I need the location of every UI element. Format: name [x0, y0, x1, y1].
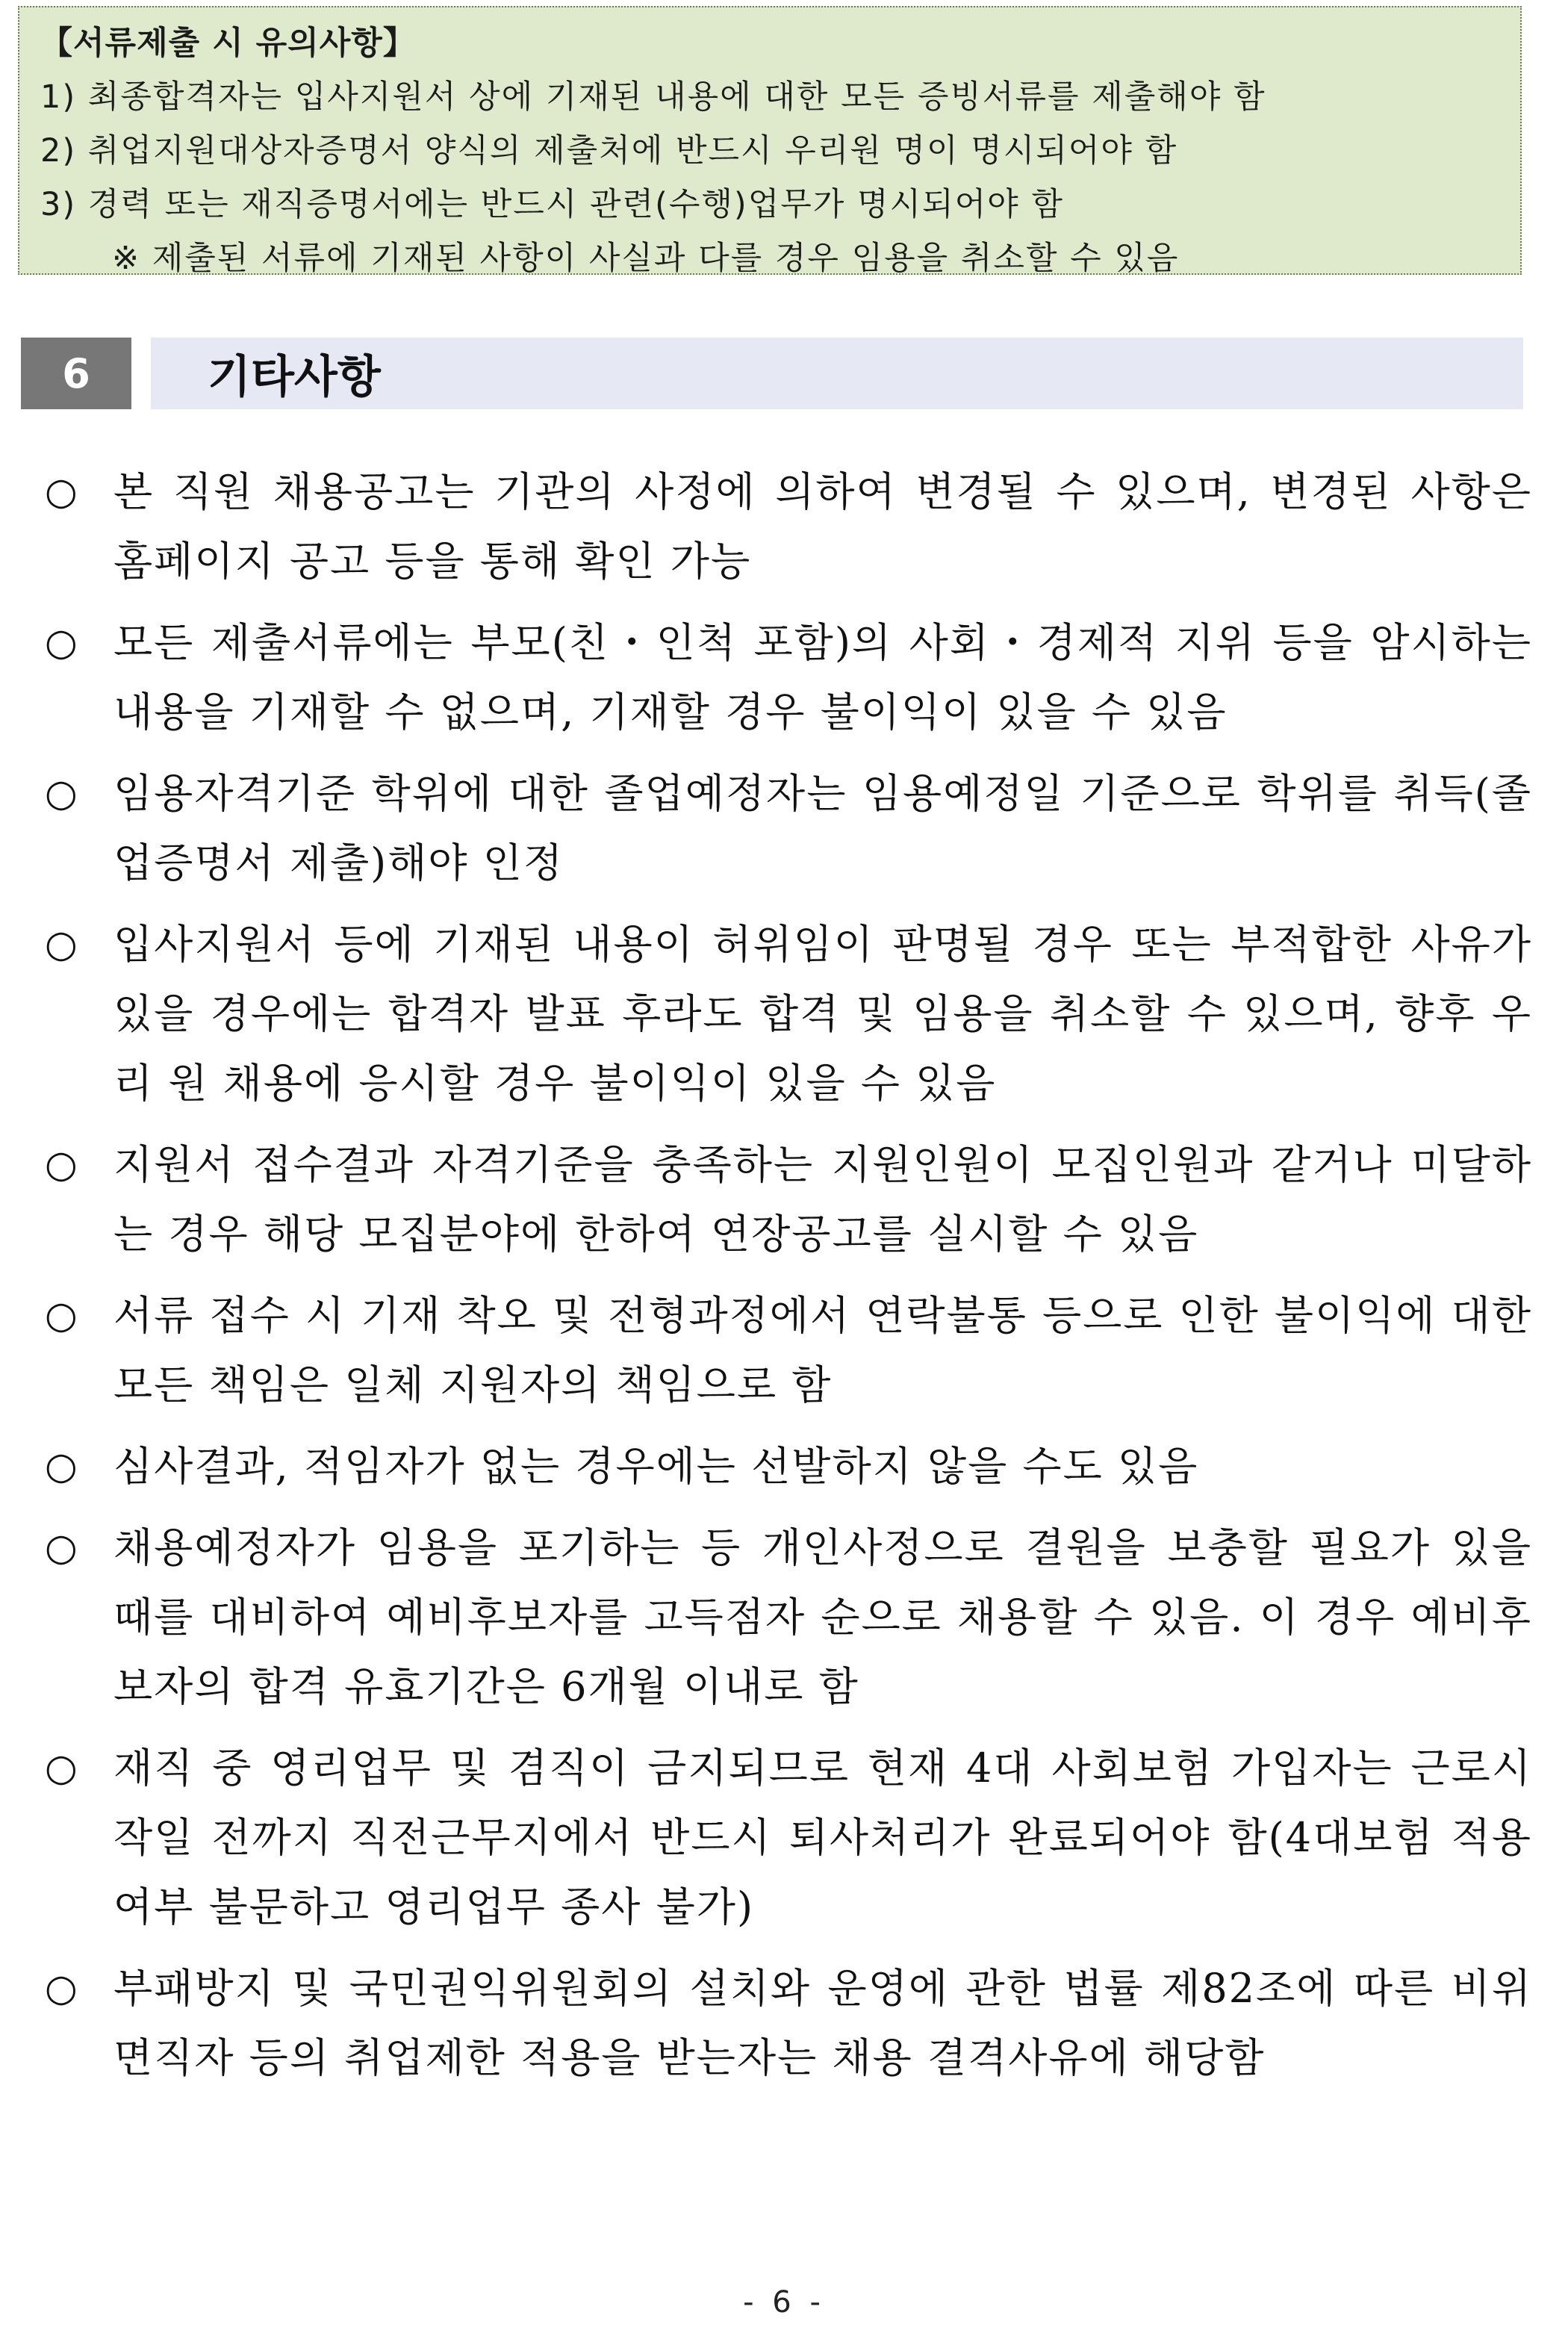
notice-note: ※ 제출된 서류에 기재된 사항이 사실과 다를 경우 임용을 취소할 수 있음 [112, 240, 1180, 277]
list-item [45, 1130, 1532, 1269]
notice-item: 2) 취업지원대상자증명서 양식의 제출처에 반드시 우리원 명이 명시되어야 함 [40, 132, 1178, 170]
list-item-text: 재직 중 영리업무 및 겸직이 금지되므로 현재 4대 사회보험 가입자는 근로시작일 전까지 직전근무지에서 반드시 퇴사처리가 완료되어야 함(4대보험 적용여부 불문하고 영리업무 종사 불가) [113, 1745, 1532, 1930]
list-item-text: 본 직원 채용공고는 기관의 사정에 의하여 변경될 수 있으며, 변경된 사항은 홈페이지 공고 등을 통해 확인 가능 [113, 468, 1532, 585]
notice-item: 1) 최종합격자는 입사지원서 상에 기재된 내용에 대한 모든 증빙서류를 제출해야 함 [40, 78, 1266, 116]
list-item-text: 모든 제출서류에는 부모(친・인척 포함)의 사회・경제적 지위 등을 암시하는 내용을 기재할 수 없으며, 기재할 경우 불이익이 있을 수 있음 [113, 619, 1532, 736]
circle-bullet-icon: ○ [45, 1143, 79, 1186]
circle-bullet-icon: ○ [45, 470, 79, 513]
circle-bullet-icon: ○ [45, 922, 79, 966]
circle-bullet-icon: ○ [45, 1444, 79, 1488]
list-item-text: 심사결과, 적임자가 없는 경우에는 선발하지 않을 수도 있음 [113, 1443, 1199, 1490]
document-submission-notice-box [18, 6, 1522, 275]
list-item [45, 910, 1532, 1118]
list-item [45, 608, 1532, 747]
section-title: 기타사항 [208, 351, 381, 403]
list-item [45, 1281, 1532, 1420]
circle-bullet-icon: ○ [45, 1526, 79, 1569]
notice-item: 3) 경력 또는 재직증명서에는 반드시 관련(수행)업무가 명시되어야 함 [40, 186, 1064, 223]
list-item [45, 759, 1532, 898]
circle-bullet-icon: ○ [45, 1746, 79, 1789]
list-item-text: 서류 접수 시 기재 착오 및 전형과정에서 연락불통 등으로 인한 불이익에 대한 모든 책임은 일체 지원자의 책임으로 함 [113, 1292, 1532, 1408]
circle-bullet-icon: ○ [45, 621, 79, 664]
section-title-bar [151, 338, 1523, 409]
list-item-text: 채용예정자가 임용을 포기하는 등 개인사정으로 결원을 보충할 필요가 있을 때를 대비하여 예비후보자를 고득점자 순으로 채용할 수 있음. 이 경우 예비후보자의 합격 유효기간은 6개월 이내로 함 [113, 1524, 1532, 1710]
list-item [45, 457, 1532, 596]
page-number: - 6 - [743, 2285, 825, 2320]
list-item [45, 1954, 1532, 2093]
section-header [21, 338, 1523, 409]
list-item-text: 지원서 접수결과 자격기준을 충족하는 지원인원이 모집인원과 같거나 미달하는 경우 해당 모집분야에 한하여 연장공고를 실시할 수 있음 [113, 1141, 1532, 1258]
circle-bullet-icon: ○ [45, 1293, 79, 1337]
circle-bullet-icon: ○ [45, 771, 79, 815]
list-item-text: 부패방지 및 국민권익위원회의 설치와 운영에 관한 법률 제82조에 따른 비위면직자 등의 취업제한 적용을 받는자는 채용 결격사유에 해당함 [113, 1965, 1532, 2081]
list-item-text: 임용자격기준 학위에 대한 졸업예정자는 임용예정일 기준으로 학위를 취득(졸업증명서 제출)해야 인정 [113, 770, 1532, 886]
list-item [45, 1733, 1532, 1942]
list-item [45, 1432, 1532, 1501]
other-matters-list [45, 457, 1532, 2104]
list-item-text: 입사지원서 등에 기재된 내용이 허위임이 판명될 경우 또는 부적합한 사유가 있을 경우에는 합격자 발표 후라도 합격 및 임용을 취소할 수 있으며, 향후 우리 원 채용에 응시할 경우 불이익이 있을 수 있음 [113, 921, 1532, 1107]
notice-title: 【서류제출 시 유의사항】 [40, 25, 416, 62]
list-item [45, 1513, 1532, 1721]
circle-bullet-icon: ○ [45, 1966, 79, 2010]
section-number: 6 [21, 338, 131, 409]
